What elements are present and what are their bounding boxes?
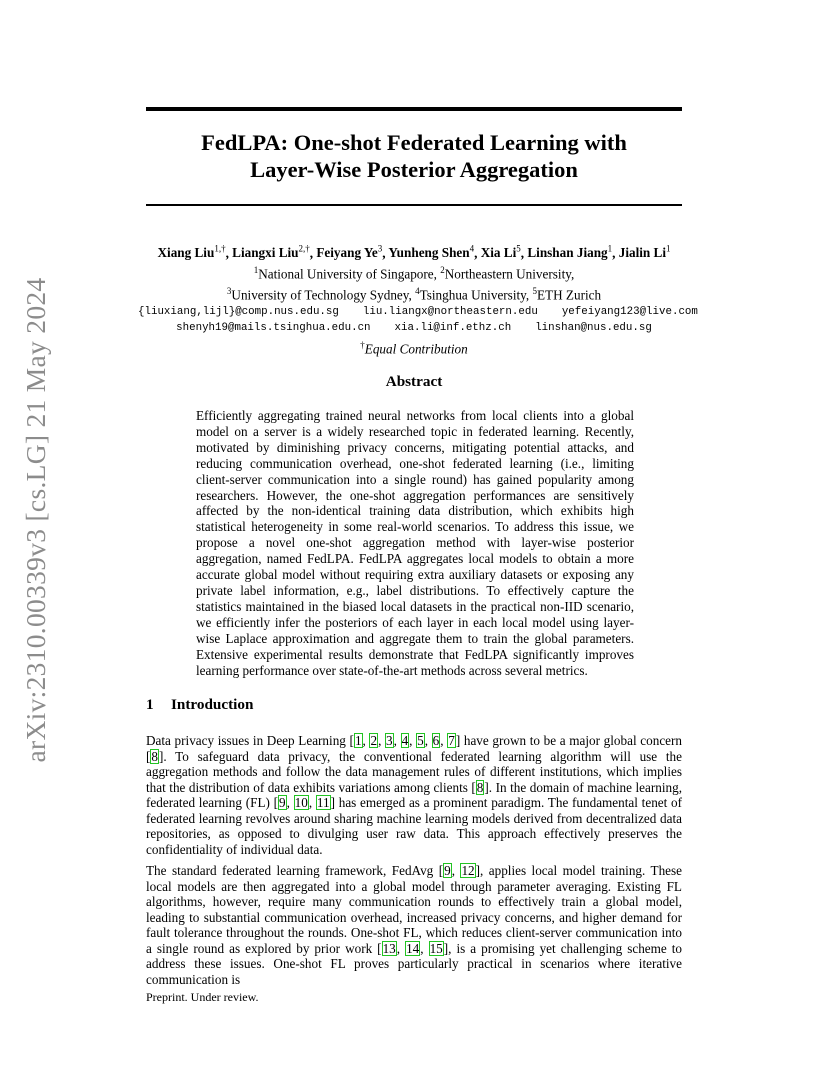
email-row (126, 320, 702, 337)
affiliation-line: $^3$University of Technology Sydney, $^4$Tsinghua University, $^5$ETH Zurich (226, 285, 602, 303)
author: Feiyang Ye$^3$ (316, 244, 383, 261)
section-number: 1 (146, 696, 154, 713)
author: Liangxi Liu$^{2,\dagger}$ (232, 244, 310, 261)
footer-note: Preprint. Under review. (146, 990, 259, 1004)
introduction-body (146, 733, 682, 993)
citation-link[interactable]: 9 (444, 863, 451, 878)
abstract-text: Efficiently aggregating trained neural networks from local clients into a global model on a server is a widely researched topic in federated learning. Recently, motivated by diminishing privacy concerns, mitigating potential attacks, and reducing communication overhead, one-shot federated learning (i.e., limiting client-server communication into a single round) has gained popularity among researchers. However, the one-shot aggregation performances are sensitively affected by the non-identical training data distribution, which exhibits high statistical heterogeneity in some real-world scenarios. To address this issue, we propose a novel one-shot aggregation method with layer-wise posterior aggregation, named FedLPA. FedLPA aggregates local models to obtain a more accurate global model without requiring extra auxiliary datasets or exposing any private label information, e.g., label distributions. To effectively capture the statistics maintained in the biased local datasets in the practical non-IID scenario, we efficiently infer the posteriors of each layer in each local model using layer-wise Laplace approximation and aggregate them to train the global parameters. Extensive experimental results demonstrate that FedLPA significantly improves learning performance over state-of-the-art methods across several metrics. (196, 408, 634, 678)
citation-link[interactable]: 7 (448, 733, 455, 748)
affiliation-line: $^1$National University of Singapore, $^2$Northeastern University, (253, 264, 575, 282)
arxiv-identifier-sidebar (0, 277, 72, 763)
author: Yunheng Shen$^4$ (388, 244, 475, 261)
email[interactable]: {liuxiang,lijl}@comp.nus.edu.sg (138, 305, 339, 318)
citation-link[interactable]: 2 (370, 733, 378, 748)
email[interactable]: xia.li@inf.ethz.ch (394, 322, 512, 335)
author: Xia Li$^5$ (480, 244, 521, 261)
citation-link[interactable]: 1 (354, 733, 362, 748)
arxiv-identifier: arXiv:2310.00339v3 [cs.LG] 21 May 2024 (20, 277, 51, 763)
citation-link[interactable]: 13 (382, 940, 396, 956)
email[interactable]: yefeiyang123@live.com (561, 305, 698, 318)
citation-link[interactable]: 6 (432, 733, 440, 748)
citation-link[interactable]: 8 (151, 748, 158, 764)
equal-contribution-note: †Equal Contribution (360, 339, 468, 357)
email[interactable]: linshan@nus.edu.sg (535, 322, 652, 335)
author-names: Xiang Liu$^{1,\dagger}$, Liangxi Liu$^{2,\dagger}$, Feiyang Ye$^3$, Yunheng Shen$^4$, Xia Li$^5$, Linshan Jiang$^1$, Jialin Li$^1$ (157, 244, 671, 261)
email[interactable]: liu.liangx@northeastern.edu (362, 305, 538, 318)
author: Xiang Liu$^{1,\dagger}$ (157, 244, 226, 261)
paragraph: The standard federated learning framework, FedAvg [9, 12], applies local model training. These local models are then aggregated into a global model through parameter averaging. Existing FL algorithms, however, require many communication rounds to effectively train a global model, leading to substantial communication overhead, increased privacy concerns, and higher demand for fault tolerance throughout the rounds. One-shot FL, which reduces client-server communication into a single round as explored by prior work [13, 14, 15], is a promising yet challenging scheme to address these issues. One-shot FL proves particularly practical in scenarios where iterative communication is (146, 863, 683, 987)
citation-link[interactable]: 8 (476, 779, 484, 795)
citation-link[interactable]: 3 (386, 733, 393, 748)
author: Linshan Jiang$^1$ (527, 244, 613, 261)
title-line-1: FedLPA: One-shot Federated Learning with (201, 130, 627, 155)
title-bottom-rule (146, 204, 682, 206)
section-title: Introduction (171, 696, 254, 713)
citation-link[interactable]: 12 (461, 863, 475, 878)
email-row (126, 304, 702, 321)
paragraph: Data privacy issues in Deep Learning [1, 2, 3, 4, 5, 6, 7] have grown to be a major global concern [8]. To safeguard data privacy, the conventional federated learning algorithm will use the aggregation methods and follow the data management rules of different institutions, which implies that the distribution of data exhibits variations among clients [8]. In the domain of machine learning, federated learning (FL) [9, 10, 11] has emerged as a prominent paradigm. The fundamental tenet of federated learning revolves around sharing machine learning models derived from decentralized data repositories, as opposed to divulging user raw data. This approach effectively preserves the confidentiality of individual data. (146, 733, 683, 857)
paper-title (146, 129, 682, 183)
citation-link[interactable]: 10 (294, 795, 308, 810)
citation-link[interactable]: 4 (401, 733, 409, 748)
author-block (126, 241, 702, 358)
citation-link[interactable]: 14 (406, 940, 420, 956)
author: Jialin Li$^1$ (618, 244, 671, 261)
abstract-heading: Abstract (385, 373, 443, 390)
title-top-rule (146, 107, 682, 111)
email[interactable]: shenyh19@mails.tsinghua.edu.cn (176, 322, 371, 335)
citation-link[interactable]: 5 (417, 733, 424, 748)
citation-link[interactable]: 9 (279, 795, 286, 810)
title-line-2: Layer-Wise Posterior Aggregation (250, 157, 578, 182)
citation-link[interactable]: 15 (429, 940, 443, 956)
citation-link[interactable]: 11 (316, 795, 330, 810)
section-heading (146, 696, 253, 714)
